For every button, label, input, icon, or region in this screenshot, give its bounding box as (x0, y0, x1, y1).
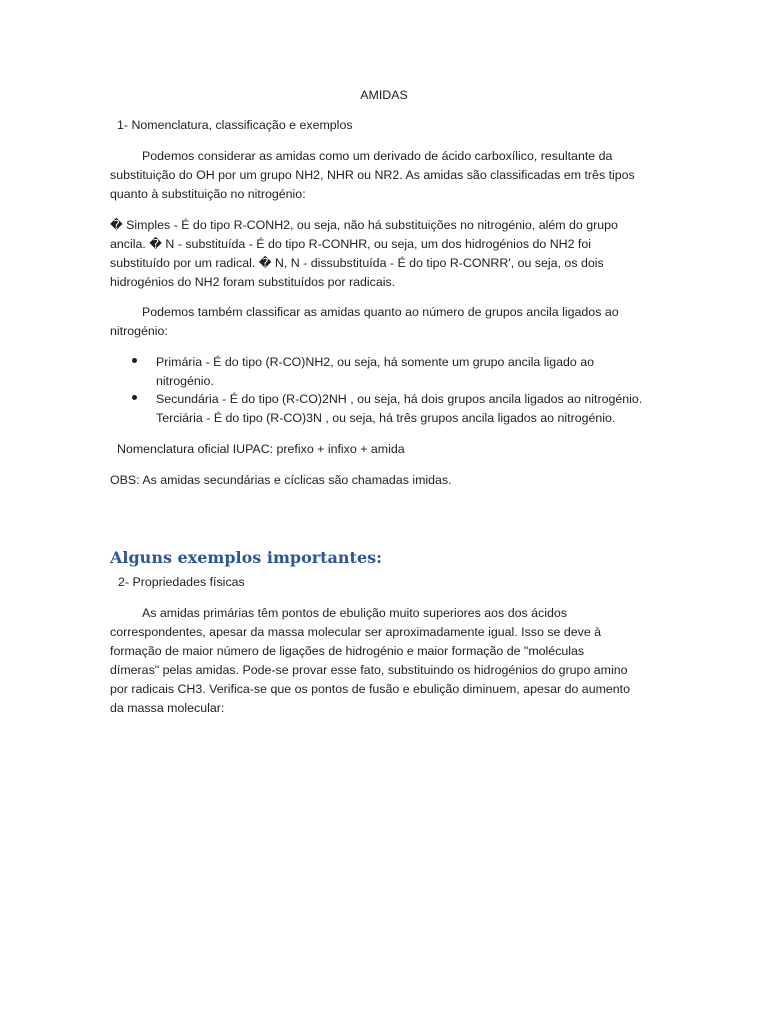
list-item-continuation: nitrogénio. (156, 374, 214, 388)
examples-heading: Alguns exemplos importantes: (110, 548, 383, 567)
section-2-heading: 2- Propriedades físicas (118, 575, 245, 589)
paragraph-4-line: As amidas primárias têm pontos de ebulição muito superiores aos dos ácidos (142, 606, 567, 620)
document-title: AMIDAS (360, 88, 408, 102)
paragraph-3-line: nitrogénio: (110, 324, 168, 338)
iupac-line: Nomenclatura oficial IUPAC: prefixo + infixo + amida (117, 442, 405, 456)
list-item: Terciária - É do tipo (R-CO)3N , ou seja, há três grupos ancila ligados ao nitrogénio. (156, 411, 616, 425)
list-item: Primária - É do tipo (R-CO)NH2, ou seja, há somente um grupo ancila ligado ao (156, 355, 595, 369)
paragraph-4-line: correspondentes, apesar da massa molecular ser aproximadamente igual. Isso se deve à (110, 625, 602, 639)
paragraph-1-line: quanto à substituição no nitrogénio: (110, 187, 306, 201)
paragraph-2-line: hidrogénios do NH2 foram substituídos por radicais. (110, 275, 396, 289)
section-1-heading: 1- Nomenclatura, classificação e exemplos (117, 118, 353, 132)
paragraph-2-line: � Simples - É do tipo R-CONH2, ou seja, não há substituições no nitrogénio, além do grupo (110, 218, 618, 232)
paragraph-1-line: Podemos considerar as amidas como um derivado de ácido carboxílico, resultante da (142, 149, 613, 163)
obs-line: OBS: As amidas secundárias e cíclicas são chamadas imidas. (110, 473, 452, 487)
paragraph-4-line: por radicais CH3. Verifica-se que os pontos de fusão e ebulição diminuem, apesar do aumento (110, 682, 631, 696)
paragraph-4-line: formação de maior número de ligações de hidrogénio e maior formação de "moléculas (110, 644, 585, 658)
bullet-icon (132, 395, 137, 400)
paragraph-4-line: dímeras" pelas amidas. Pode-se provar esse fato, substituindo os hidrogénios do grupo amino (110, 663, 628, 677)
paragraph-2-line: ancila. � N - substituída - É do tipo R-CONHR, ou seja, um dos hidrogénios do NH2 foi (110, 237, 592, 251)
paragraph-1-line: substituição do OH por um grupo NH2, NHR ou NR2. As amidas são classificadas em três tipos (110, 168, 635, 182)
bullet-icon (132, 358, 137, 363)
paragraph-3-line: Podemos também classificar as amidas quanto ao número de grupos ancila ligados ao (142, 305, 619, 319)
paragraph-2-line: substituído por um radical. � N, N - dissubstituída - É do tipo R-CONRR', ou seja, os dois (110, 256, 604, 270)
paragraph-4-line: da massa molecular: (110, 701, 225, 715)
list-item: Secundária - É do tipo (R-CO)2NH , ou seja, há dois grupos ancila ligados ao nitrogénio. (156, 392, 643, 406)
